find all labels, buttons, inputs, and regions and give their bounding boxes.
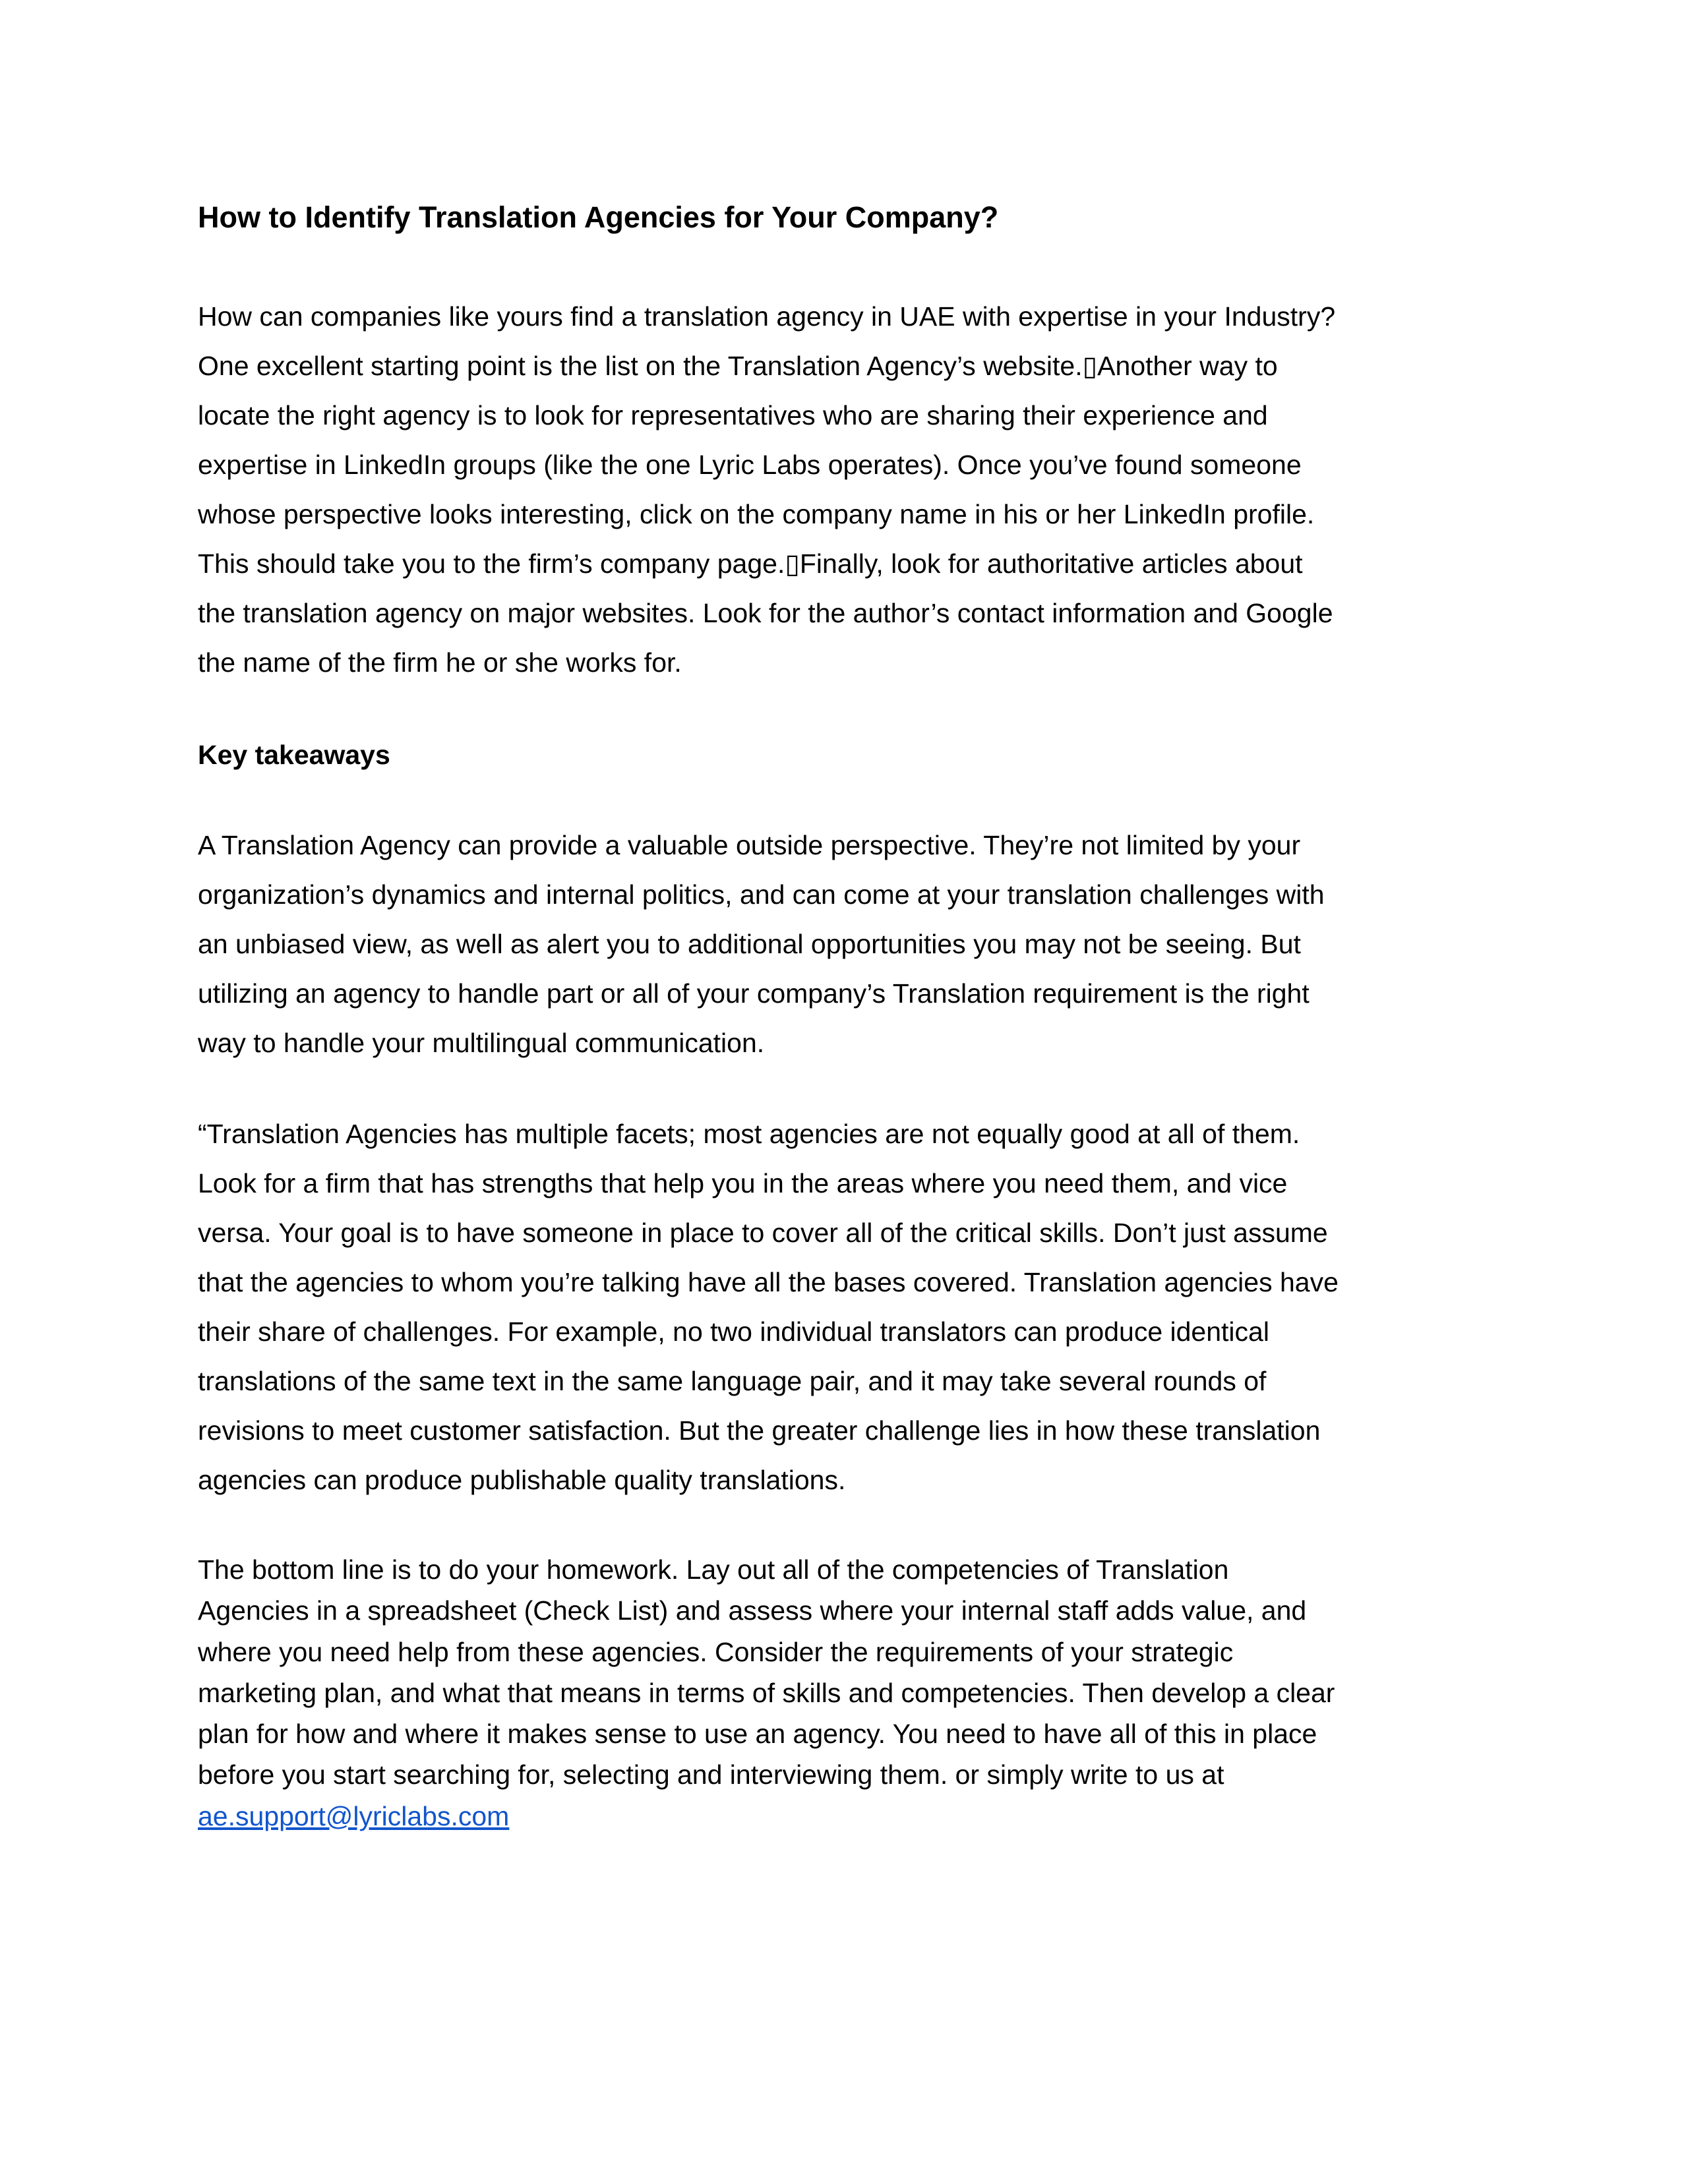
text-line: their share of challenges. For example, no two individual translators can produce identical [198,1316,1269,1347]
contact-email-link[interactable]: ae.support@lyriclabs.com [198,1800,510,1831]
text-line: before you start searching for, selecting and interviewing them. or simply write to us at [198,1759,1224,1790]
text-line: revisions to meet customer satisfaction. But the greater challenge lies in how these translation [198,1415,1321,1446]
text-line: This should take you to the firm’s company page.▯Finally, look for authoritative articles about [198,548,1303,579]
text-line: utilizing an agency to handle part or all of your company’s Translation requirement is the right [198,978,1310,1009]
text-line: the translation agency on major websites. Look for the author’s contact information and Google [198,598,1333,628]
text-line: “Translation Agencies has multiple facets; most agencies are not equally good at all of them. [198,1119,1300,1149]
text-line: whose perspective looks interesting, click on the company name in his or her LinkedIn profile. [198,499,1315,529]
text-line: versa. Your goal is to have someone in place to cover all of the critical skills. Don’t just assume [198,1218,1328,1248]
text-line: where you need help from these agencies. Consider the requirements of your strategic [198,1636,1234,1667]
text-line: marketing plan, and what that means in terms of skills and competencies. Then develop a clear [198,1677,1335,1708]
document-title: How to Identify Translation Agencies for Your Company? [198,200,999,234]
text-line: One excellent starting point is the list on the Translation Agency’s website.▯Another way to [198,351,1278,381]
text-line: that the agencies to whom you’re talking have all the bases covered. Translation agencies have [198,1267,1339,1297]
text-line: A Translation Agency can provide a valuable outside perspective. They’re not limited by your [198,830,1301,860]
text-line: Look for a firm that has strengths that help you in the areas where you need them, and vice [198,1168,1288,1198]
text-line: Agencies in a spreadsheet (Check List) and assess where your internal staff adds value, and [198,1595,1307,1626]
quote-paragraph [198,1109,1339,1505]
text-line: How can companies like yours find a translation agency in UAE with expertise in your Industry? [198,301,1336,332]
takeaways-paragraph [198,821,1325,1068]
text-line: agencies can produce publishable quality translations. [198,1465,846,1495]
text-line: the name of the firm he or she works for. [198,647,682,678]
text-line: locate the right agency is to look for representatives who are sharing their experience and [198,400,1268,430]
text-line: way to handle your multilingual communication. [198,1028,765,1058]
text-line: The bottom line is to do your homework. Lay out all of the competencies of Translation [198,1554,1229,1585]
text-line: an unbiased view, as well as alert you to additional opportunities you may not be seeing. But [198,929,1301,959]
bottom-line-paragraph [198,1549,1335,1837]
intro-paragraph [198,292,1335,688]
key-takeaways-heading: Key takeaways [198,740,390,770]
text-line: translations of the same text in the same language pair, and it may take several rounds of [198,1366,1267,1396]
text-line: organization’s dynamics and internal politics, and can come at your translation challenges with [198,879,1325,910]
text-line: plan for how and where it makes sense to use an agency. You need to have all of this in place [198,1719,1317,1750]
text-line: expertise in LinkedIn groups (like the one Lyric Labs operates). Once you’ve found someone [198,450,1302,480]
